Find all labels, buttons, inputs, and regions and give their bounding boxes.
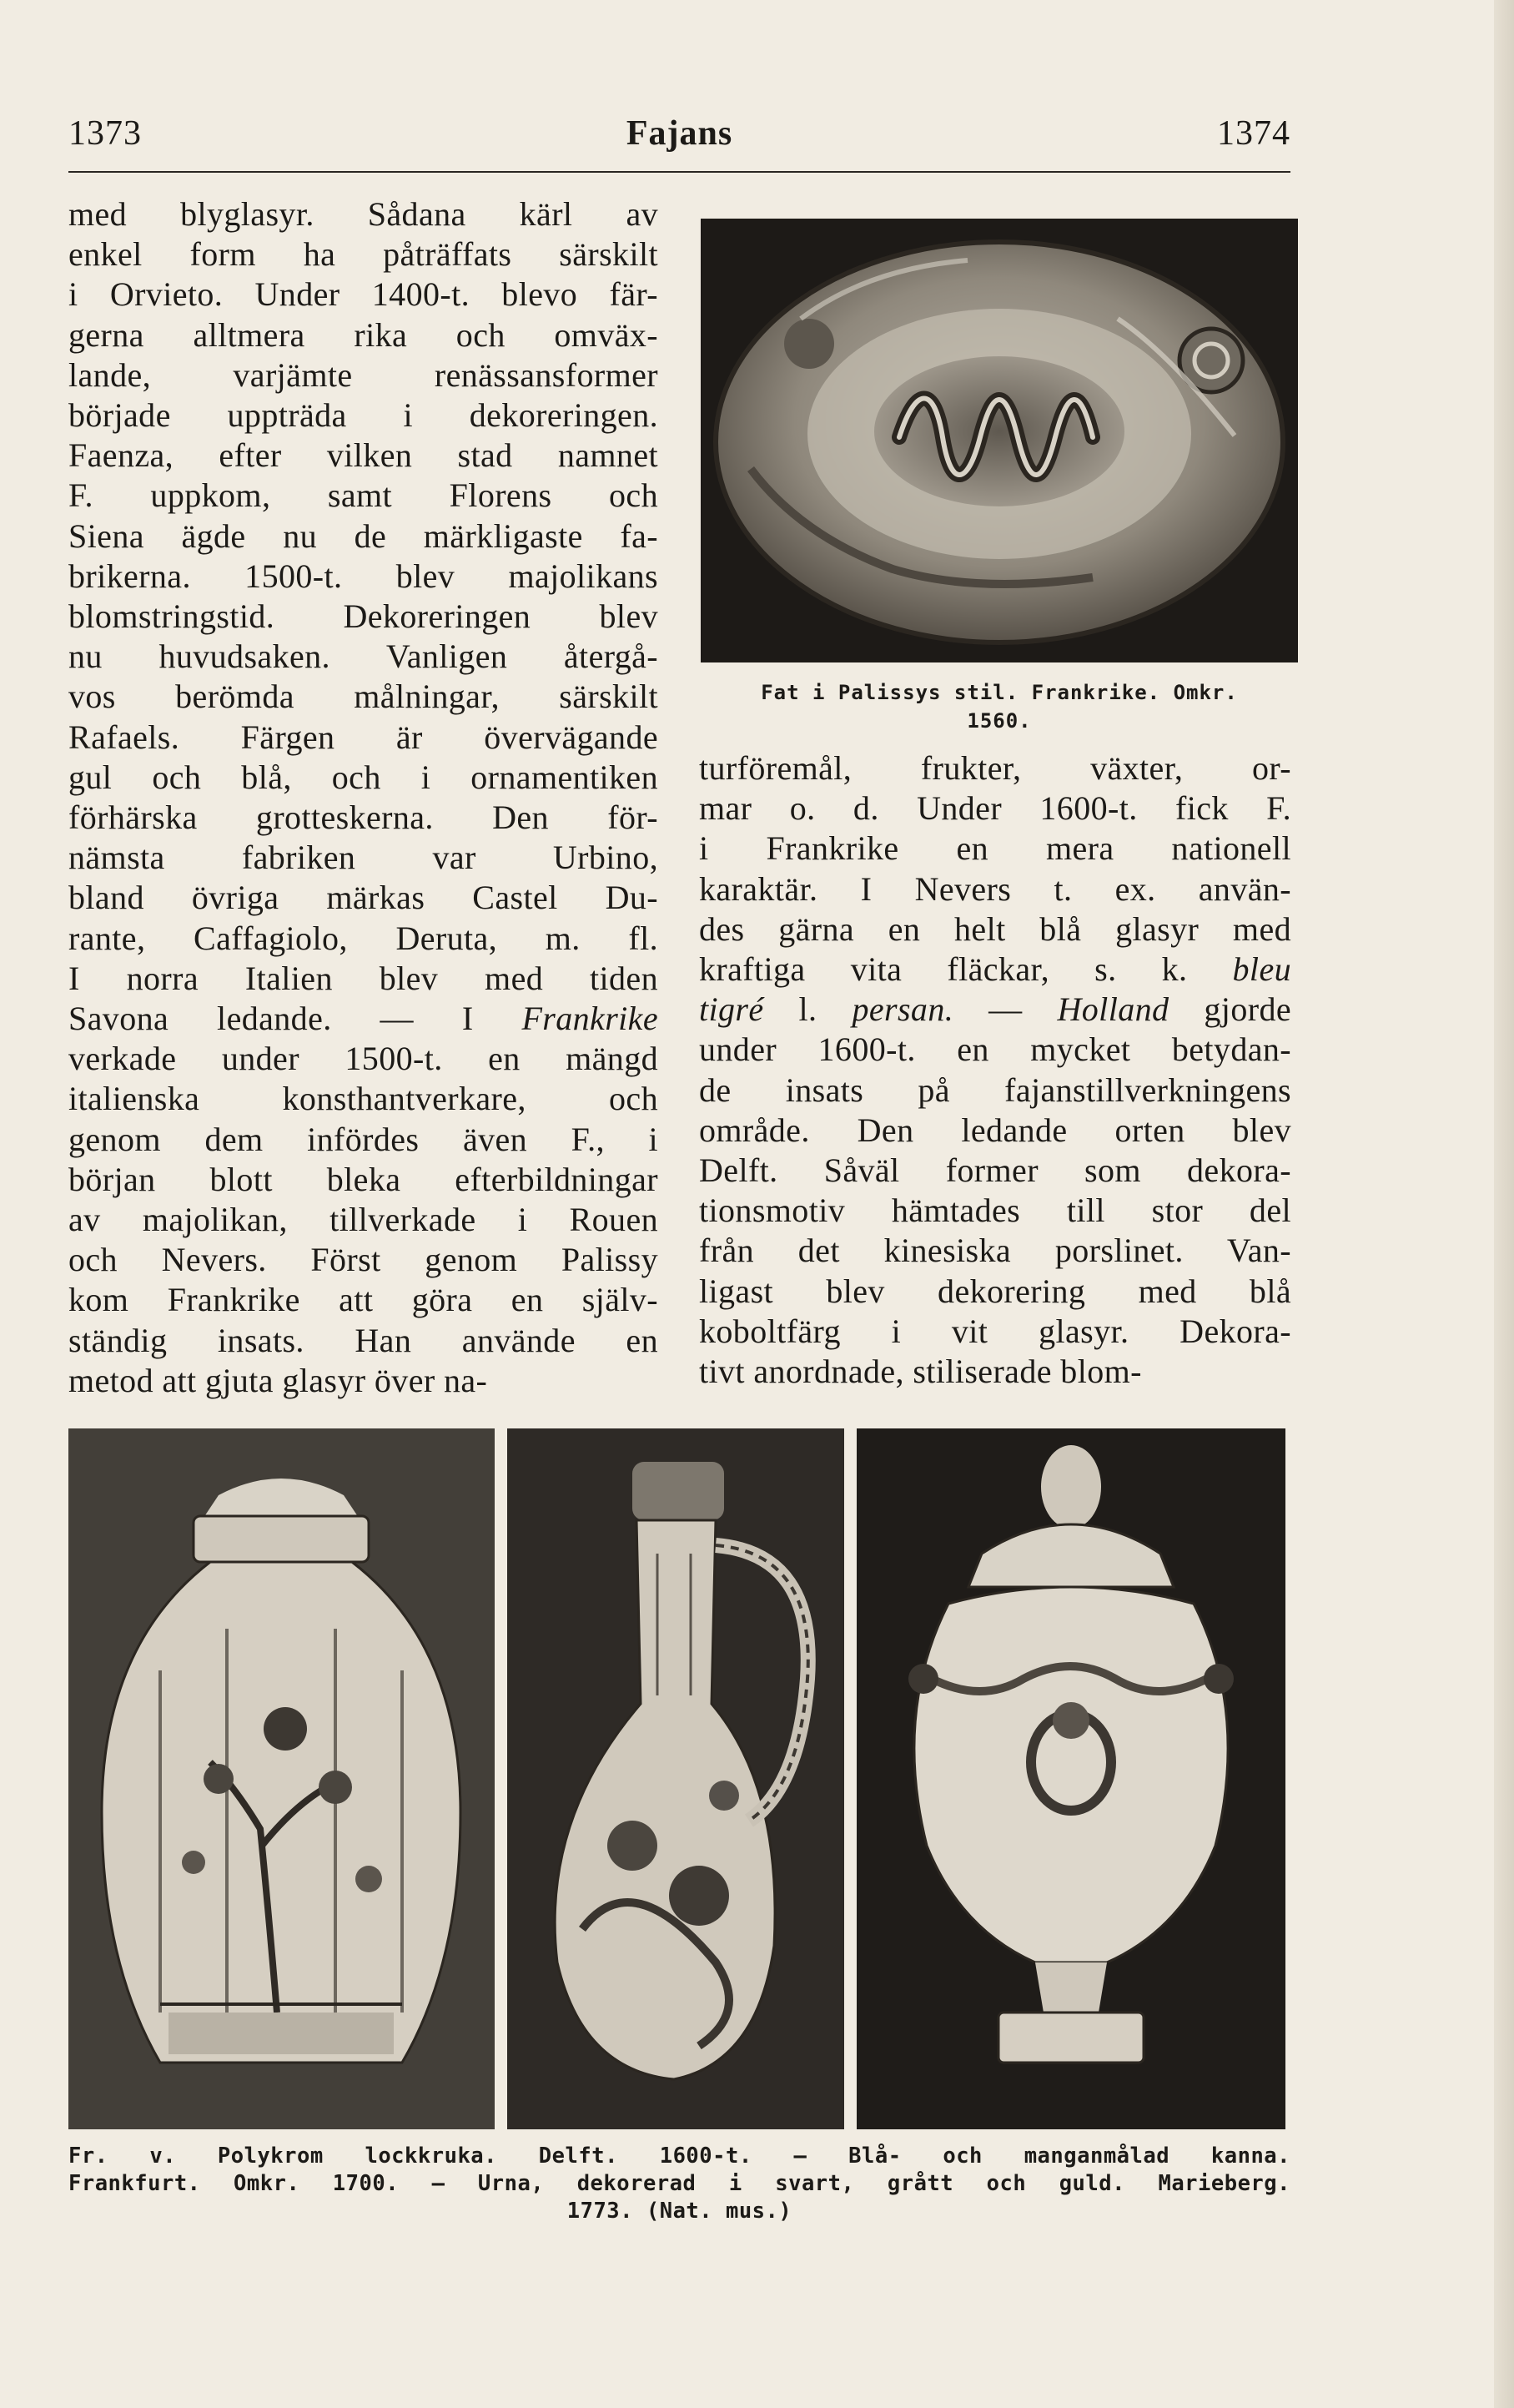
text-line: vos berömda målningar, särskilt: [68, 678, 658, 716]
right-column-text: [699, 748, 1291, 1392]
text-line: gerna alltmera rika och omväx-: [68, 315, 658, 354]
text-line: Rafaels. Färgen är övervägande: [68, 718, 658, 756]
delft-lidded-jar-photo: [68, 1428, 495, 2129]
text-line: början blott bleka efterbildningar: [68, 1160, 658, 1198]
header-rule: [68, 171, 1290, 173]
frankfurt-jug-photo: [507, 1428, 844, 2129]
caption-line: Fr. v. Polykrom lockkruka. Delft. 1600-t. — Blå- och manganmålad kanna.: [68, 2144, 1290, 2169]
text-line: Savona ledande. — I Frankrike: [68, 1000, 658, 1038]
text-line: Delft. Såväl former som dekora-: [699, 1151, 1291, 1190]
page-edge: [1494, 0, 1514, 2408]
text-line: des gärna en helt blå glasyr med: [699, 909, 1291, 948]
caption-line: 1773. (Nat. mus.): [566, 2199, 792, 2224]
caption-line: Frankfurt. Omkr. 1700. — Urna, dekorerad i svart, grått och guld. Marieberg.: [68, 2171, 1290, 2196]
text-line: från det kinesiska porslinet. Van-: [699, 1232, 1291, 1270]
text-line: började uppträda i dekoreringen.: [68, 396, 658, 435]
text-line: gul och blå, och i ornamentiken: [68, 758, 658, 796]
text-line: med blyglasyr. Sådana kärl av: [68, 195, 658, 233]
text-line: område. Den ledande orten blev: [699, 1111, 1291, 1149]
text-line: nämsta fabriken var Urbino,: [68, 839, 658, 877]
text-line: italienska konsthantverkare, och: [68, 1080, 658, 1118]
text-line: förhärska grotteskerna. Den för-: [68, 798, 658, 837]
text-line: turföremål, frukter, växter, or-: [699, 749, 1291, 787]
text-line: brikerna. 1500-t. blev majolikans: [68, 557, 658, 595]
text-line: tigré l. persan. — Holland gjorde: [699, 990, 1291, 1029]
text-line: i Frankrike en mera nationell: [699, 829, 1291, 868]
text-line: karaktär. I Nevers t. ex. använ-: [699, 869, 1291, 908]
text-line: tionsmotiv hämtades till stor del: [699, 1191, 1291, 1230]
text-line: Siena ägde nu de märkligaste fa-: [68, 516, 658, 555]
text-line: Faenza, efter vilken stad namnet: [68, 436, 658, 475]
text-line: blomstringstid. Dekoreringen blev: [68, 597, 658, 636]
text-line: kraftiga vita fläckar, s. k. bleu: [699, 950, 1291, 989]
text-line: i Orvieto. Under 1400-t. blevo fär-: [68, 275, 658, 314]
left-column-text: [68, 194, 658, 1401]
text-line: enkel form ha påträffats särskilt: [68, 235, 658, 274]
text-line: ständig insats. Han använde en: [68, 1321, 658, 1359]
text-line: verkade under 1500-t. en mängd: [68, 1040, 658, 1078]
text-line: kom Frankrike att göra en själv-: [68, 1281, 658, 1319]
figure-caption-bottom: [68, 2143, 1290, 2225]
figure-caption-palissy: [699, 678, 1300, 735]
text-line: och Nevers. Först genom Palissy: [68, 1241, 658, 1279]
text-line: I norra Italien blev med tiden: [68, 959, 658, 997]
running-header: [68, 113, 1290, 164]
text-line: nu huvudsaken. Vanligen återgå-: [68, 637, 658, 676]
running-title: Fajans: [626, 114, 733, 153]
text-line: ligast blev dekorering med blå: [699, 1272, 1291, 1310]
marieberg-urn-photo: [857, 1428, 1285, 2129]
text-line: av majolikan, tillverkade i Rouen: [68, 1201, 658, 1239]
text-line: tivt anordnade, stiliserade blom-: [699, 1353, 1142, 1391]
palissy-dish-photo: [701, 219, 1298, 662]
text-line: de insats på fajanstillverkningens: [699, 1071, 1291, 1109]
page-number-left: 1373: [68, 114, 142, 153]
text-line: bland övriga märkas Castel Du-: [68, 879, 658, 917]
text-line: F. uppkom, samt Florens och: [68, 476, 658, 515]
text-line: koboltfärg i vit glasyr. Dekora-: [699, 1312, 1291, 1350]
page-number-right: 1374: [1217, 114, 1290, 153]
text-line: lande, varjämte renässansformer: [68, 355, 658, 394]
text-line: rante, Caffagiolo, Deruta, m. fl.: [68, 919, 658, 957]
caption-line: 1560.: [967, 709, 1032, 733]
text-line: mar o. d. Under 1600-t. fick F.: [699, 789, 1291, 828]
text-line: genom dem infördes även F., i: [68, 1120, 658, 1158]
caption-line: Fat i Palissys stil. Frankrike. Omkr.: [761, 681, 1238, 704]
text-line: metod att gjuta glasyr över na-: [68, 1361, 488, 1399]
text-line: under 1600-t. en mycket betydan-: [699, 1030, 1291, 1069]
